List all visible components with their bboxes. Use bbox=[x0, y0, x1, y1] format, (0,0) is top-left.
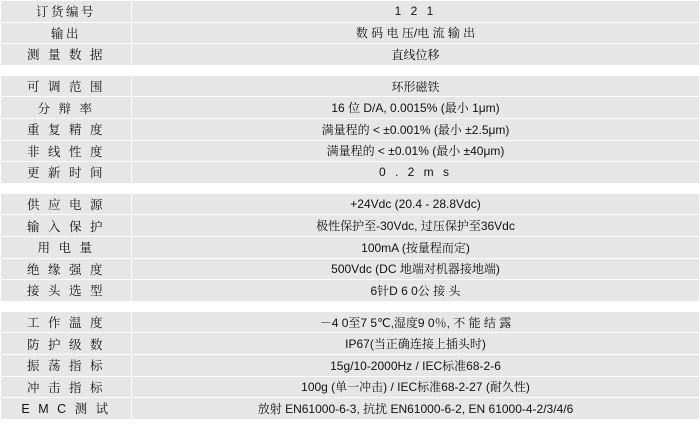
table-row bbox=[1, 193, 700, 215]
spec-value-cell: 0 . 2 m s bbox=[132, 162, 700, 184]
spec-value-cell: 直线位移 bbox=[132, 44, 700, 66]
group-separator bbox=[1, 183, 700, 193]
spec-value-cell: 100mA (按量程而定) bbox=[132, 236, 700, 258]
spec-value-cell: 16 位 D/A, 0.0015% (最小 1μm) bbox=[132, 97, 700, 119]
spec-label-cell: 非 线 性 度 bbox=[1, 140, 132, 162]
spec-value-cell: 6针D 6 0公 接 头 bbox=[132, 280, 700, 302]
spec-label-cell: 用 电 量 bbox=[1, 236, 132, 258]
table-row bbox=[1, 280, 700, 302]
table-row bbox=[1, 118, 700, 140]
table-row bbox=[1, 333, 700, 355]
spec-value-cell: 满量程的 < ±0.001% (最小 ±2.5μm) bbox=[132, 118, 700, 140]
table-row bbox=[1, 215, 700, 237]
spec-value-cell: 1 2 1 bbox=[132, 1, 700, 23]
spec-label-cell: 测 量 数 据 bbox=[1, 44, 132, 66]
spec-label-cell: 重 复 精 度 bbox=[1, 118, 132, 140]
group-separator bbox=[1, 301, 700, 311]
spec-label-cell: 输出 bbox=[1, 22, 132, 44]
table-row bbox=[1, 97, 700, 119]
spec-label-cell: 分 辩 率 bbox=[1, 97, 132, 119]
spec-value-cell: 满量程的 < ±0.01% (最小 ±40μm) bbox=[132, 140, 700, 162]
table-row bbox=[1, 44, 700, 66]
group-separator bbox=[1, 65, 700, 75]
spec-label-cell: 更 新 时 间 bbox=[1, 162, 132, 184]
spec-label-cell: 工 作 温 度 bbox=[1, 311, 132, 333]
spec-label-cell: 接 头 选 型 bbox=[1, 280, 132, 302]
spec-value-cell: 环形磁铁 bbox=[132, 75, 700, 97]
spec-label-cell: 防 护 级 数 bbox=[1, 333, 132, 355]
table-row bbox=[1, 1, 700, 23]
spec-label-cell: 振 荡 指 标 bbox=[1, 354, 132, 376]
table-row bbox=[1, 75, 700, 97]
table-row bbox=[1, 398, 700, 420]
spec-value-cell: 数 码 电 压/电 流 输 出 bbox=[132, 22, 700, 44]
table-row bbox=[1, 376, 700, 398]
spec-value-cell: 500Vdc (DC 地端对机器接地端) bbox=[132, 258, 700, 280]
table-row bbox=[1, 22, 700, 44]
group-separator-cell bbox=[1, 183, 700, 193]
spec-label-cell: 绝 缘 强 度 bbox=[1, 258, 132, 280]
spec-value-cell: 放射 EN61000-6-3, 抗扰 EN61000-6-2, EN 61000-4-2/3/4/6 bbox=[132, 398, 700, 420]
spec-value-cell: －4 0至7 5℃,湿度9 0％, 不 能 结 露 bbox=[132, 311, 700, 333]
spec-label-cell: 订货编号 bbox=[1, 1, 132, 23]
spec-label-cell: 供 应 电 源 bbox=[1, 193, 132, 215]
spec-label-cell: 冲 击 指 标 bbox=[1, 376, 132, 398]
group-separator-cell bbox=[1, 301, 700, 311]
table-row bbox=[1, 354, 700, 376]
spec-value-cell: 15g/10-2000Hz / IEC标准68-2-6 bbox=[132, 354, 700, 376]
table-row bbox=[1, 258, 700, 280]
table-row bbox=[1, 311, 700, 333]
table-row bbox=[1, 236, 700, 258]
spec-value-cell: +24Vdc (20.4 - 28.8Vdc) bbox=[132, 193, 700, 215]
table-row bbox=[1, 140, 700, 162]
spec-label-cell: E M C 测 试 bbox=[1, 398, 132, 420]
specification-table-body bbox=[1, 1, 700, 420]
group-separator-cell bbox=[1, 65, 700, 75]
spec-value-cell: IP67(当正确连接上插头时) bbox=[132, 333, 700, 355]
table-row bbox=[1, 162, 700, 184]
spec-label-cell: 输 入 保 护 bbox=[1, 215, 132, 237]
spec-value-cell: 极性保护至-30Vdc, 过压保护至36Vdc bbox=[132, 215, 700, 237]
spec-label-cell: 可 调 范 围 bbox=[1, 75, 132, 97]
spec-value-cell: 100g (单一冲击) / IEC标准68-2-27 (耐久性) bbox=[132, 376, 700, 398]
